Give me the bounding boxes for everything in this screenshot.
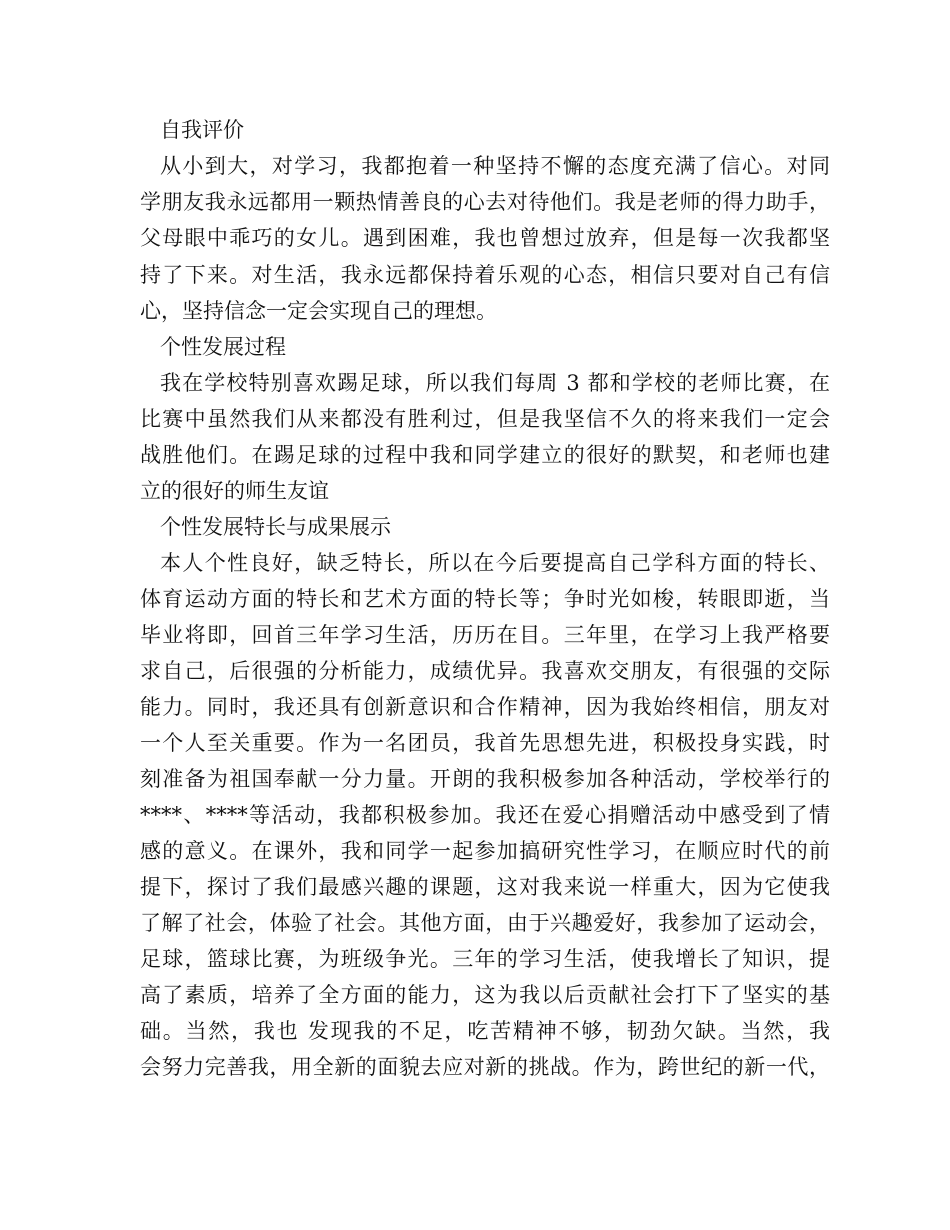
paragraph-line: 持了下来。对生活，我永远都保持着乐观的心态，相信只要对自己有信: [140, 263, 830, 287]
paragraph-line: 一个人至关重要。作为一名团员，我首先思想先进，积极投身实践，时: [140, 731, 830, 755]
paragraph-line: 从小到大，对学习，我都抱着一种坚持不懈的态度充满了信心。对同: [160, 154, 830, 178]
paragraph-line: 了解了社会，体验了社会。其他方面，由于兴趣爱好，我参加了运动会，: [140, 911, 830, 935]
paragraph-line: 立的很好的师生友谊: [140, 479, 329, 503]
paragraph-line: 足球，篮球比赛，为班级争光。三年的学习生活，使我增长了知识，提: [140, 947, 830, 971]
paragraph-line: 能力。同时，我还具有创新意识和合作精神，因为我始终相信，朋友对: [140, 695, 830, 719]
paragraph-line: 础。当然，我也 发现我的不足，吃苦精神不够，韧劲欠缺。当然，我: [140, 1019, 830, 1043]
paragraph-line: 本人个性良好，缺乏特长，所以在今后要提高自己学科方面的特长、: [160, 551, 830, 575]
paragraph-line: 我在学校特别喜欢踢足球，所以我们每周 3 都和学校的老师比赛，在: [160, 371, 830, 395]
paragraph-line: 高了素质，培养了全方面的能力，这为我以后贡献社会打下了坚实的基: [140, 983, 830, 1007]
paragraph-line: 心，坚持信念一定会实现自己的理想。: [140, 299, 497, 323]
paragraph-line: 体育运动方面的特长和艺术方面的特长等；争时光如梭，转眼即逝，当: [140, 587, 830, 611]
paragraph-line: 会努力完善我，用全新的面貌去应对新的挑战。作为，跨世纪的新一代，: [140, 1055, 830, 1079]
paragraph-line: 父母眼中乖巧的女儿。遇到困难，我也曾想过放弃，但是每一次我都坚: [140, 226, 830, 250]
heading-self-evaluation: 自我评价: [160, 118, 244, 142]
paragraph-line: 毕业将即，回首三年学习生活，历历在目。三年里，在学习上我严格要: [140, 623, 830, 647]
paragraph-line: 战胜他们。在踢足球的过程中我和同学建立的很好的默契，和老师也建: [140, 443, 830, 467]
heading-development-process: 个性发展过程: [160, 335, 286, 359]
paragraph-line: ****、****等活动，我都积极参加。我还在爱心捐赠活动中感受到了情: [140, 803, 830, 827]
paragraph-line: 比赛中虽然我们从来都没有胜利过，但是我坚信不久的将来我们一定会: [140, 407, 830, 431]
paragraph-line: 感的意义。在课外，我和同学一起参加搞研究性学习，在顺应时代的前: [140, 839, 830, 863]
paragraph-line: 学朋友我永远都用一颗热情善良的心去对待他们。我是老师的得力助手，: [140, 190, 830, 214]
paragraph-line: 求自己，后很强的分析能力，成绩优异。我喜欢交朋友，有很强的交际: [140, 659, 830, 683]
paragraph-line: 刻准备为祖国奉献一分力量。开朗的我积极参加各种活动，学校举行的: [140, 767, 830, 791]
paragraph-line: 提下，探讨了我们最感兴趣的课题，这对我来说一样重大，因为它使我: [140, 875, 830, 899]
heading-strengths-achievements: 个性发展特长与成果展示: [160, 515, 391, 539]
